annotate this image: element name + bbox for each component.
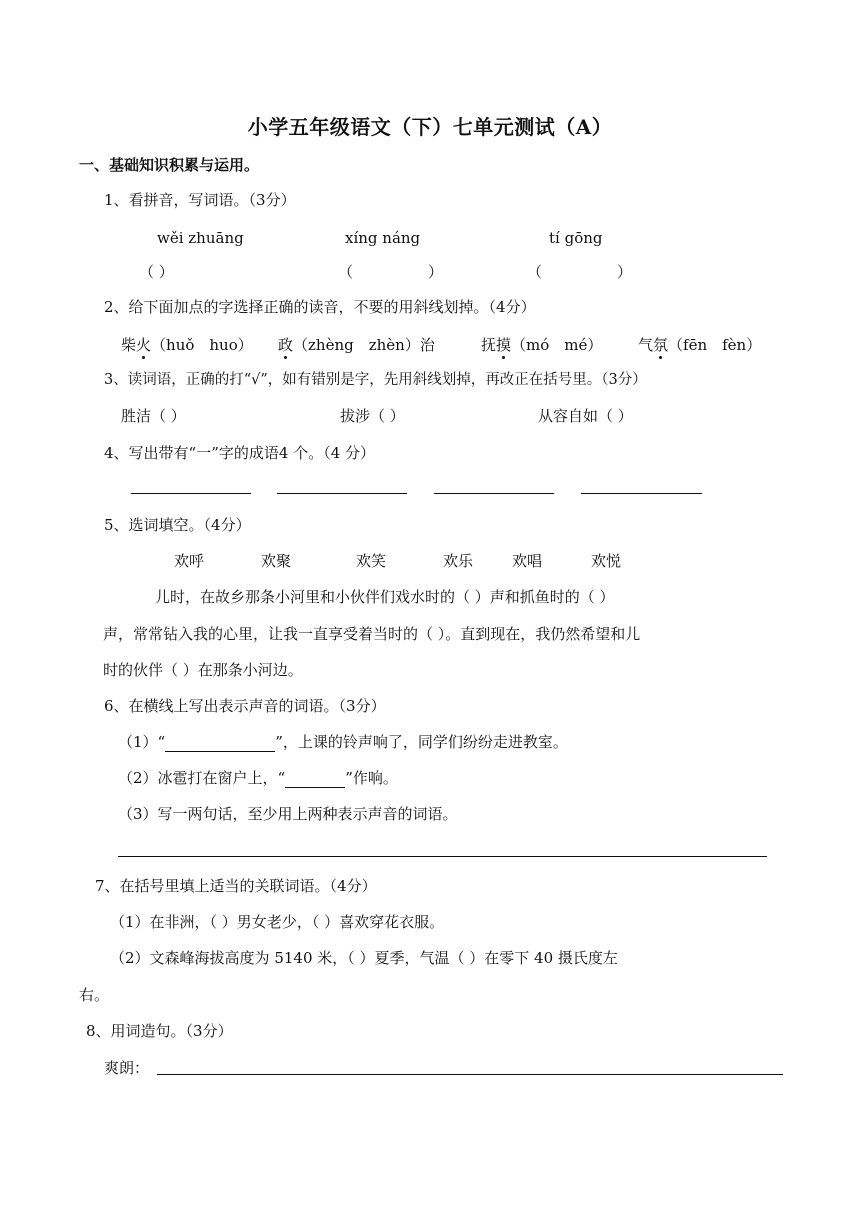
- answer-paren-3[interactable]: （ ）: [527, 263, 633, 281]
- answer-line-1[interactable]: [131, 493, 251, 494]
- item-options: （fēn fèn）: [668, 336, 762, 354]
- answer-blank[interactable]: [285, 770, 345, 788]
- answer-line-8[interactable]: [157, 1074, 783, 1075]
- answer-paren-2[interactable]: （ ）: [338, 263, 444, 281]
- word-choice-1: 欢呼: [174, 552, 205, 570]
- pronunciation-item-3[interactable]: [481, 335, 602, 355]
- dotted-char: 政: [278, 336, 294, 354]
- word-choice-3: 欢笑: [356, 552, 387, 570]
- pronunciation-item-1[interactable]: [121, 335, 253, 355]
- word-choice-5: 欢唱: [512, 552, 543, 570]
- sentence-6-1: [118, 732, 568, 752]
- pinyin-2: xíng náng: [345, 229, 421, 247]
- passage-line-2: 声，常常钻入我的心里，让我一直享受着当时的（ ）。直到现在，我仍然希望和儿: [103, 625, 641, 643]
- question-3-prompt: 3、读词语，正确的打“√”，如有错别是字，先用斜线划掉，再改正在括号里。（3分）: [104, 372, 647, 388]
- question-7-prompt: 7、在括号里填上适当的关联词语。（4分）: [95, 877, 377, 895]
- word-item-1[interactable]: 胜洁（ ）: [121, 407, 186, 425]
- passage-line-3: 时的伙伴（ ）在那条小河边。: [103, 661, 303, 679]
- question-4-prompt: 4、写出带有“一”字的成语4 个。（4 分）: [104, 444, 376, 462]
- sentence-text: （1）“: [118, 733, 166, 751]
- word-choice-4: 欢乐: [443, 552, 474, 570]
- pinyin-3: tí gōng: [549, 229, 603, 247]
- question-1-prompt: 1、看拼音，写词语。（3分）: [104, 191, 296, 209]
- answer-blank[interactable]: [165, 734, 275, 752]
- question-6-prompt: 6、在横线上写出表示声音的词语。（3分）: [104, 697, 386, 715]
- sentence-text: ”作响。: [345, 769, 398, 787]
- dotted-char: 摸: [496, 336, 512, 354]
- word-choice-6: 欢悦: [591, 552, 622, 570]
- answer-line-4[interactable]: [581, 493, 702, 494]
- section-heading: 一、基础知识积累与运用。: [79, 156, 260, 174]
- answer-paren-1[interactable]: （ ）: [139, 263, 174, 281]
- pronunciation-item-4[interactable]: [638, 335, 761, 355]
- dotted-char: 氛: [653, 336, 669, 354]
- answer-line-3[interactable]: [434, 493, 554, 494]
- sentence-word: 爽朗：: [104, 1059, 150, 1077]
- sentence-7-1: （1）在非洲，（ ）男女老少，（ ）喜欢穿花衣服。: [110, 913, 445, 931]
- word-item-3[interactable]: 从容自如（ ）: [538, 407, 633, 425]
- pronunciation-item-2[interactable]: [278, 335, 435, 355]
- sentence-7-2-cont: 右。: [79, 986, 110, 1004]
- item-char: 气: [638, 336, 654, 354]
- sentence-6-3: （3）写一两句话，至少用上两种表示声音的词语。: [118, 805, 458, 823]
- item-options: （mó mé）: [511, 336, 603, 354]
- question-8-prompt: 8、用词造句。（3分）: [86, 1022, 233, 1040]
- word-item-2[interactable]: 拔涉（ ）: [340, 407, 405, 425]
- item-options: （zhèng zhèn）治: [293, 336, 435, 354]
- pinyin-1: wěi zhuāng: [157, 229, 244, 247]
- question-5-prompt: 5、选词填空。（4分）: [104, 516, 251, 534]
- dotted-char: 火: [136, 336, 152, 354]
- item-char: 柴: [121, 336, 137, 354]
- item-char: 抚: [481, 336, 497, 354]
- sentence-text: （2）冰雹打在窗户上，“: [118, 769, 286, 787]
- item-options: （huǒ huo）: [151, 336, 253, 354]
- sentence-7-2: （2）文森峰海拔高度为 5140 米，（ ）夏季，气温（ ）在零下 40 摄氏度左: [110, 949, 618, 967]
- page-title: 小学五年级语文（下）七单元测试（A）: [247, 115, 613, 139]
- passage-line-1: 儿时，在故乡那条小河里和小伙伴们戏水时的（ ）声和抓鱼时的（ ）: [155, 588, 615, 606]
- sentence-6-2: [118, 768, 398, 788]
- answer-line-6[interactable]: [118, 856, 767, 857]
- word-choice-2: 欢聚: [261, 552, 292, 570]
- question-2-prompt: 2、给下面加点的字选择正确的读音，不要的用斜线划掉。（4分）: [104, 298, 536, 316]
- sentence-text: ”，上课的铃声响了，同学们纷纷走进教室。: [275, 733, 568, 751]
- answer-line-2[interactable]: [277, 493, 407, 494]
